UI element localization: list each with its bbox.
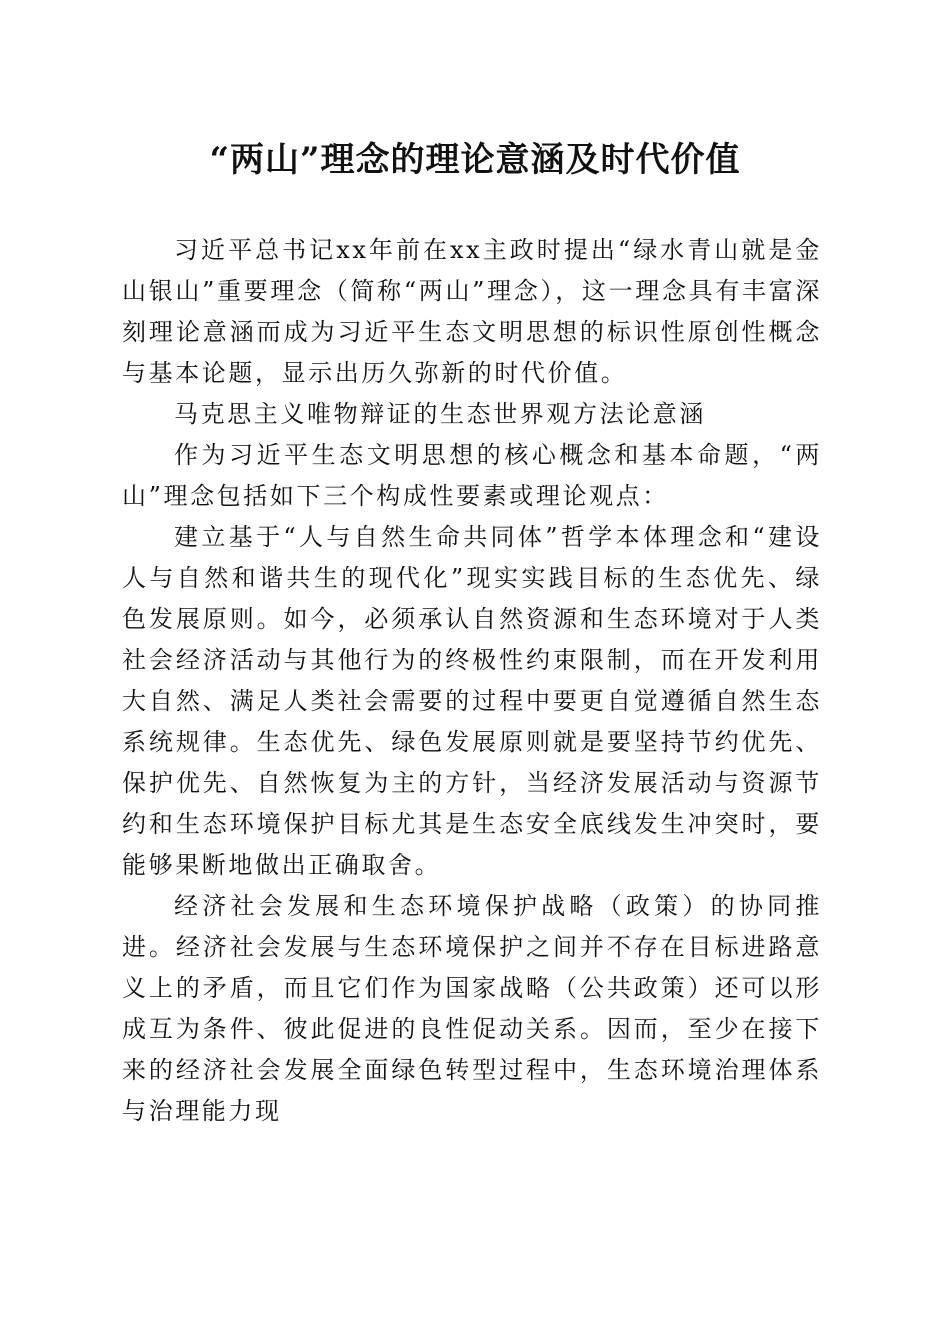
paragraph-intro: 习近平总书记xx年前在xx主政时提出“绿水青山就是金山银山”重要理念（简称“两山”理念），这一理念具有丰富深刻理论意涵而成为习近平生态文明思想的标识性原创性概念与基本论题，显示出历久弥新的时代价值。 [122, 236, 822, 387]
paragraph-coordinated-development: 经济社会发展和生态环境保护战略（政策）的协同推进。经济社会发展与生态环境保护之间并不存在目标进路意义上的矛盾，而且它们作为国家战略（公共政策）还可以形成互为条件、彼此促进的良性促动关系。因而，至少在接下来的经济社会发展全面绿色转型过程中，生态环境治理体系与治理能力现 [122, 892, 822, 1125]
paragraph-ecology-first: 建立基于“人与自然生命共同体”哲学本体理念和“建设人与自然和谐共生的现代化”现实实践目标的生态优先、绿色发展原则。如今，必须承认自然资源和生态环境对于人类社会经济活动与其他行为的终极性约束限制，而在开发利用大自然、满足人类社会需要的过程中要更自觉遵循自然生态系统规律。生态优先、绿色发展原则就是要坚持节约优先、保护优先、自然恢复为主的方针，当经济发展活动与资源节约和生态环境保护目标尤其是生态安全底线发生冲突时，要能够果断地做出正确取舍。 [122, 523, 822, 879]
document-body [122, 230, 822, 1132]
paragraph-subheading: 马克思主义唯物辩证的生态世界观方法论意涵 [174, 400, 706, 428]
paragraph-core-concept: 作为习近平生态文明思想的核心概念和基本命题，“两山”理念包括如下三个构成性要素或理论观点： [122, 441, 822, 510]
document-title: “两山”理念的理论意涵及时代价值 [209, 140, 741, 180]
